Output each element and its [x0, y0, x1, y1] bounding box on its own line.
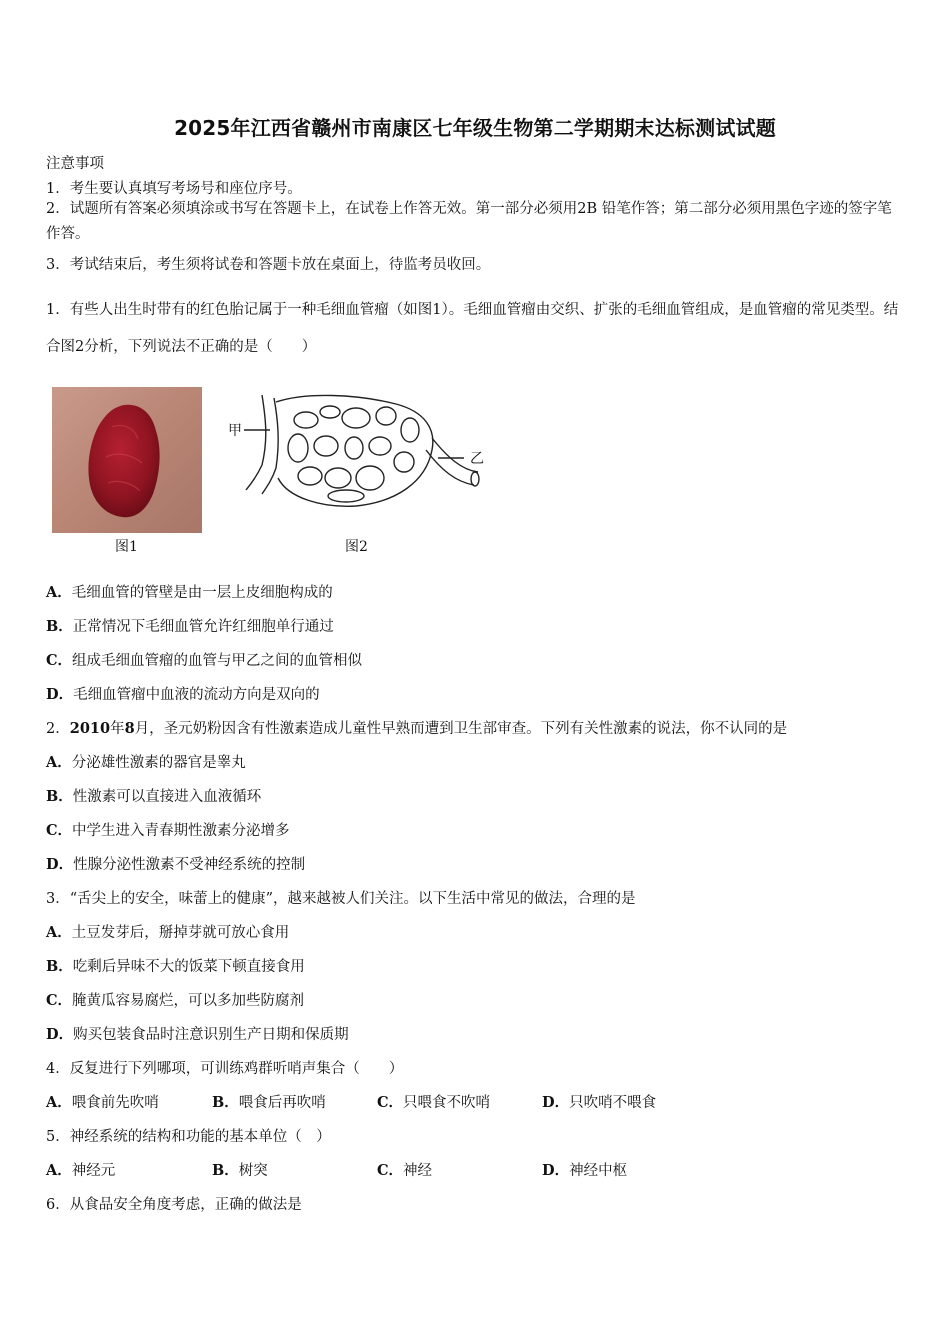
- question-2-option-a[interactable]: A．分泌雄性激素的器官是睾丸: [46, 754, 246, 771]
- question-2-stem: 2．2010年8月，圣元奶粉因含有性激素造成儿童性早熟而遭到卫生部审查。下列有关性激素的说法，你不认同的是: [46, 720, 788, 737]
- question-3-option-c[interactable]: C．腌黄瓜容易腐烂，可以多加些防腐剂: [46, 992, 305, 1009]
- figure-2-caption: 图2: [345, 539, 368, 555]
- question-6-stem: 6．从食品安全角度考虑，正确的做法是: [46, 1197, 302, 1213]
- question-4-option-c[interactable]: C．只喂食不吹哨: [377, 1094, 491, 1111]
- question-3-stem: 3．“舌尖上的安全，味蕾上的健康”，越来越被人们关注。以下生活中常见的做法，合理的是: [46, 891, 636, 907]
- page-title: 2025年江西省赣州市南康区七年级生物第二学期期末达标测试试题: [174, 116, 776, 140]
- question-4-stem: 4．反复进行下列哪项，可训练鸡群听哨声集合（ ）: [46, 1061, 404, 1077]
- question-2-option-b[interactable]: B．性激素可以直接进入血液循环: [46, 788, 262, 805]
- label-yi: 乙: [470, 451, 484, 467]
- question-1-option-b[interactable]: B．正常情况下毛细血管允许红细胞单行通过: [46, 618, 334, 635]
- notice-item: 3．考试结束后，考生须将试卷和答题卡放在桌面上，待监考员收回。: [46, 257, 491, 273]
- question-1-option-a[interactable]: A．毛细血管的管壁是由一层上皮细胞构成的: [46, 584, 333, 601]
- question-2-option-c[interactable]: C．中学生进入青春期性激素分泌增多: [46, 822, 290, 839]
- notice-item: 1．考生要认真填写考场号和座位序号。: [46, 181, 302, 197]
- question-1-option-c[interactable]: C．组成毛细血管瘤的血管与甲乙之间的血管相似: [46, 652, 363, 669]
- question-2-option-d[interactable]: D．性腺分泌性激素不受神经系统的控制: [46, 856, 306, 873]
- question-3-option-b[interactable]: B．吃剩后异味不大的饭菜下顿直接食用: [46, 958, 305, 975]
- question-4-option-d[interactable]: D．只吹哨不喂食: [542, 1094, 657, 1111]
- question-5-option-a[interactable]: A．神经元: [46, 1162, 116, 1179]
- notice-heading: 注意事项: [46, 156, 104, 172]
- notice-item: 2．试题所有答案必须填涂或书写在答题卡上，在试卷上作答无效。第一部分必须用2B 铅笔作答；第二部分必须用黑色字迹的签字笔作答。: [46, 201, 892, 242]
- figure-1-birthmark-photo: [52, 387, 202, 533]
- label-jia: 甲: [228, 423, 242, 439]
- question-1-option-d[interactable]: D．毛细血管瘤中血液的流动方向是双向的: [46, 686, 320, 703]
- figure-1-caption: 图1: [115, 539, 138, 555]
- question-5-option-b[interactable]: B．树突: [212, 1162, 268, 1179]
- question-5-option-d[interactable]: D．神经中枢: [542, 1162, 628, 1179]
- question-3-option-a[interactable]: A．土豆发芽后，掰掉芽就可放心食用: [46, 924, 290, 941]
- question-4-option-a[interactable]: A．喂食前先吹哨: [46, 1094, 159, 1111]
- question-3-option-d[interactable]: D．购买包装食品时注意识别生产日期和保质期: [46, 1026, 349, 1043]
- question-1-stem: 1．有些人出生时带有的红色胎记属于一种毛细血管瘤（如图1）。毛细血管瘤由交织、扩张的毛细血管组成，是血管瘤的常见类型。结合图2分析，下列说法不正确的是（ ）: [46, 302, 899, 355]
- question-5-stem: 5．神经系统的结构和功能的基本单位（ ）: [46, 1129, 331, 1145]
- question-4-option-b[interactable]: B．喂食后再吹哨: [212, 1094, 326, 1111]
- question-5-option-c[interactable]: C．神经: [377, 1162, 433, 1179]
- figure-2-capillary-network-diagram: [226, 390, 496, 530]
